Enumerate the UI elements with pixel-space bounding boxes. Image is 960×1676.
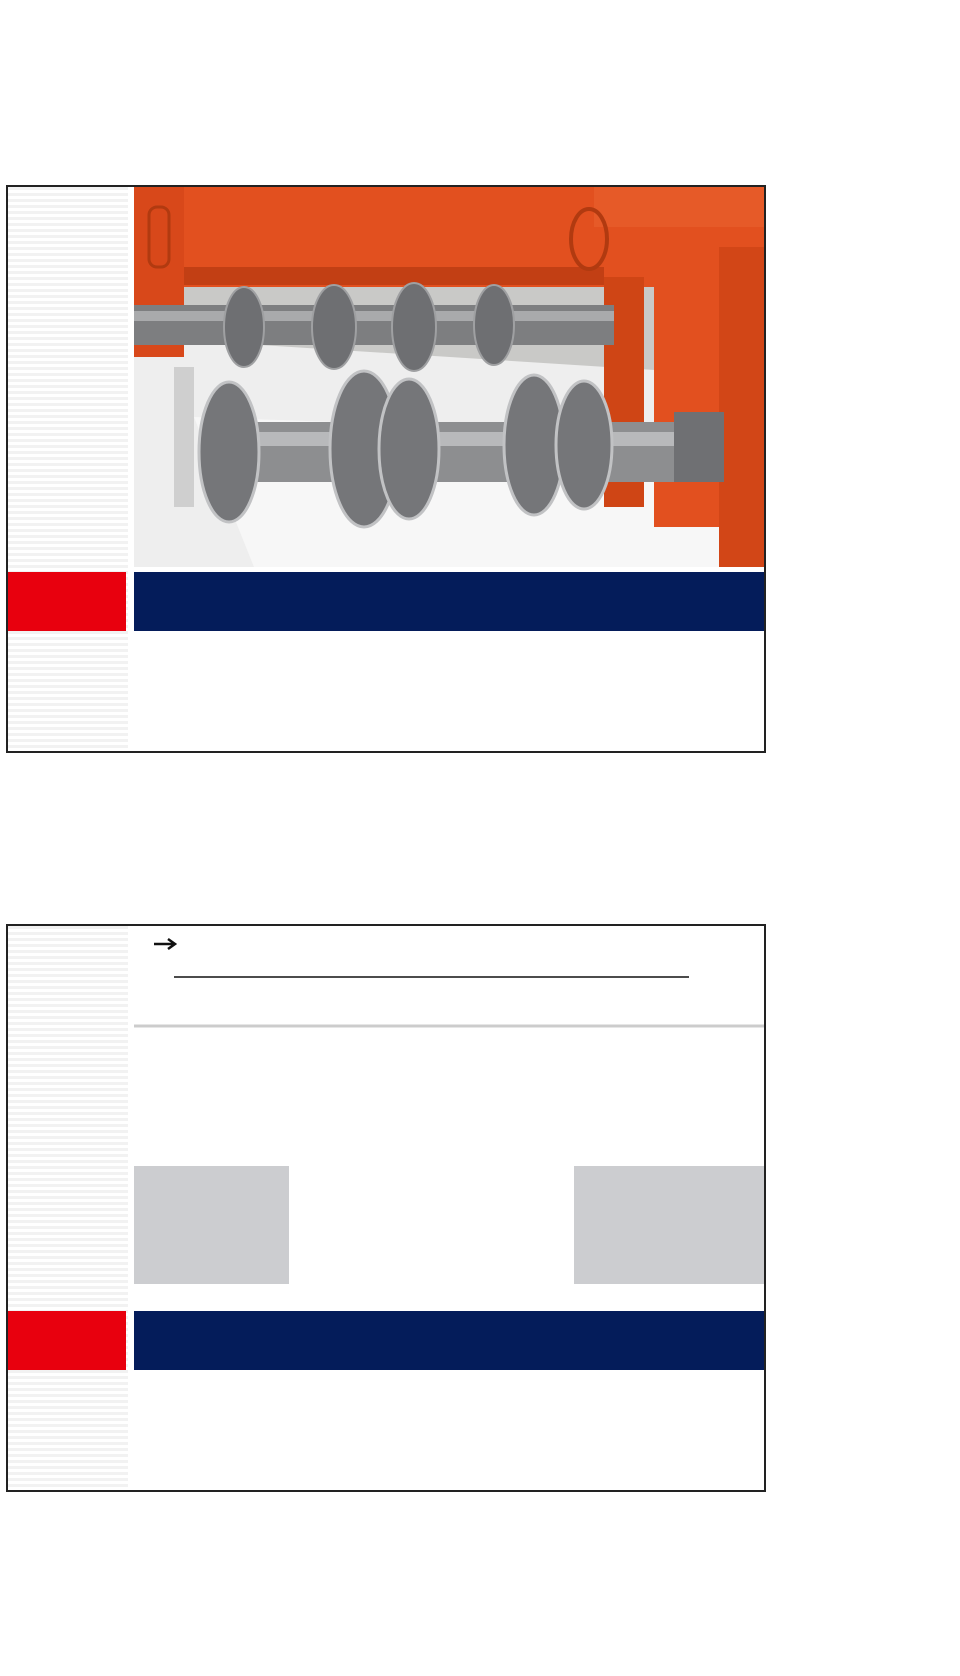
slide-number: [8, 572, 126, 631]
slide-footer: [168, 711, 188, 727]
slide-title: [134, 1311, 764, 1370]
roll-forming-diagram: [134, 926, 764, 1306]
slide-20: [6, 924, 766, 1492]
roll-forming-machine-photo: [134, 187, 764, 567]
slide-19: [6, 185, 766, 753]
slide-side-strip: [8, 187, 128, 751]
slide-number: [8, 1311, 126, 1370]
slide-footer: [168, 1450, 188, 1466]
slide-side-strip: [8, 926, 128, 1490]
slide-title: [134, 572, 764, 631]
